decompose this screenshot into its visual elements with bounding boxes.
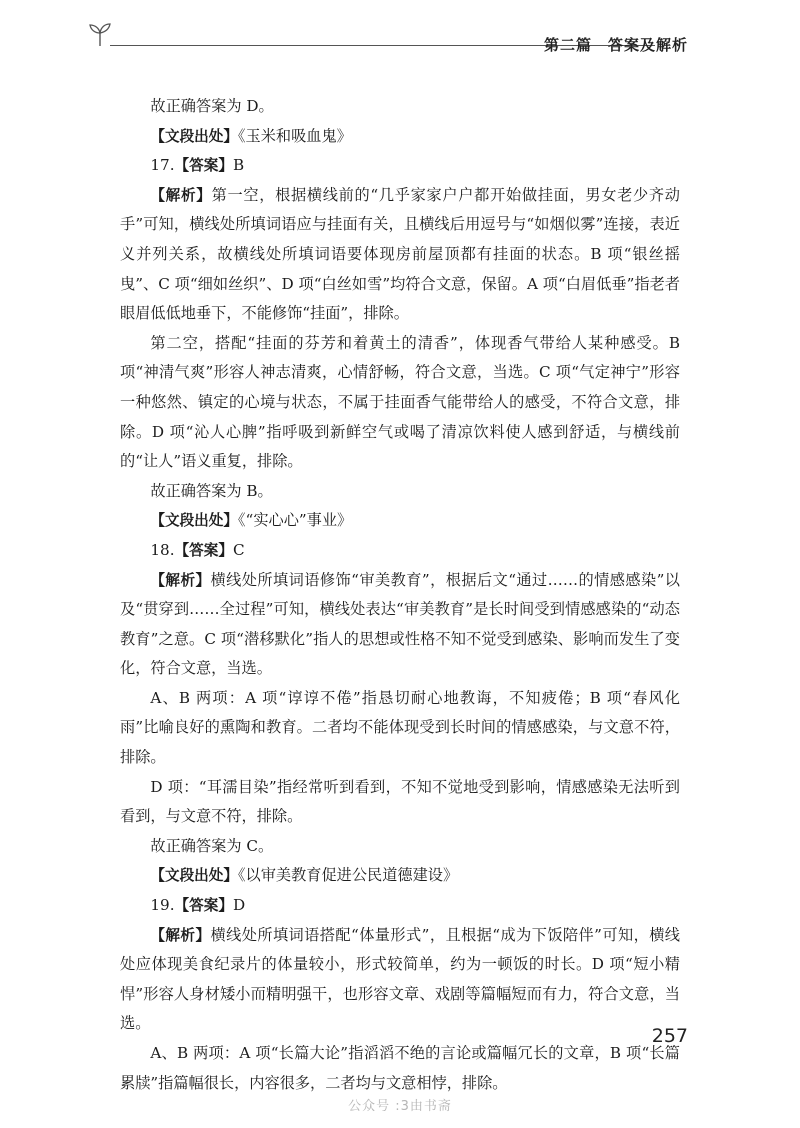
paragraph [120, 506, 680, 536]
paragraph [120, 477, 680, 507]
paragraph [120, 773, 680, 832]
page-header [0, 0, 800, 70]
answer-content [120, 92, 680, 1098]
section-tag: 【答案】 [174, 541, 233, 559]
paragraph [120, 92, 680, 122]
sprout-icon [86, 20, 114, 48]
paragraph [120, 1039, 680, 1098]
paragraph [120, 536, 680, 566]
paragraph-text: 横线处所填词语修饰“审美教育”，根据后文“通过……的情感感染”以及“贯穿到……全过程”可知，横线处表达“审美教育”是长时间受到情感感染的“动态教育”之意。C 项“潜移默化”指人的思想或性格不知不觉受到感染、影响而发生了变化，符合文意，当选。 [120, 570, 680, 678]
paragraph-text: 第二空，搭配“挂面的芬芳和着黄土的清香”，体现香气带给人某种感受。B 项“神清气爽”形容人神志清爽，心情舒畅，符合文意，当选。C 项“气定神宁”形容一种悠然、镇定的心境与状态，不属于挂面香气能带给人的感受，不符合文意，排除。D 项“沁人心脾”指呼吸到新鲜空气或喝了清凉饮料使人感到舒适，与横线前的“让人”语义重复，排除。 [120, 333, 680, 471]
paragraph-text: D 项：“耳濡目染”指经常听到看到，不知不觉地受到影响，情感感染无法听到看到，与文意不符，排除。 [120, 777, 680, 826]
paragraph-text: B [232, 156, 245, 175]
paragraph-text: 横线处所填词语搭配“体量形式”，且根据“成为下饭陪伴”可知，横线处应体现美食纪录片的体量较小，形式较简单，约为一顿饭的时长。D 项“短小精悍”形容人身材矮小而精明强干，也形容文章、戏剧等篇幅短而有力，符合文意，当选。 [120, 925, 680, 1033]
paragraph-text: 故正确答案为 D。 [150, 97, 274, 115]
paragraph-text: 故正确答案为 B。 [150, 481, 273, 500]
paragraph [120, 122, 680, 152]
paragraph-text: 第一空，根据横线前的“几乎家家户户都开始做挂面，男女老少齐动手”可知，横线处所填词语应与挂面有关，且横线后用逗号与“如烟似雾”连接，表近义并列关系，故横线处所填词语要体现房前屋顶都有挂面的状态。B 项“银丝摇曳”、C 项“细如丝织”、D 项“白丝如雪”均符合文意，保留。A 项“白眉低垂”指老者眼眉低低地垂下，不能修饰“挂面”，排除。 [120, 185, 680, 323]
question-number: 19. [150, 896, 175, 915]
section-tag: 【解析】 [150, 926, 211, 944]
paragraph-text: A、B 两项：A 项“谆谆不倦”指恳切耐心地教诲，不知疲倦；B 项“春风化雨”比喻良好的熏陶和教育。二者均不能体现受到长时间的情感感染，与文意不符，排除。 [120, 688, 680, 767]
section-title: 第二篇 答案及解析 [543, 36, 688, 54]
paragraph-text: 《玉米和吸血鬼》 [237, 126, 352, 145]
paragraph [120, 329, 680, 477]
paragraph-text: 《以审美教育促进公民道德建设》 [237, 866, 459, 885]
paragraph [120, 861, 680, 891]
paragraph-text: D [232, 896, 246, 915]
paragraph-text: A、B 两项：A 项“长篇大论”指滔滔不绝的言论或篇幅冗长的文章，B 项“长篇累牍”指篇幅很长，内容很多，二者均与文意相悖，排除。 [120, 1044, 680, 1092]
page-number: 257 [651, 1025, 688, 1047]
question-number: 18. [150, 540, 175, 559]
section-tag: 【答案】 [174, 897, 233, 915]
paragraph [120, 921, 680, 1039]
paragraph [120, 832, 680, 862]
section-tag: 【文段出处】 [150, 127, 238, 145]
paragraph-text: C [232, 540, 245, 559]
paragraph [120, 566, 680, 684]
question-number: 17. [150, 156, 175, 175]
section-tag: 【文段出处】 [150, 867, 238, 885]
section-tag: 【解析】 [150, 186, 212, 204]
section-tag: 【解析】 [150, 571, 211, 589]
paragraph [120, 684, 680, 773]
paragraph [120, 181, 680, 329]
section-tag: 【文段出处】 [150, 512, 238, 530]
watermark: 公众号 :3由书斋 [348, 1099, 452, 1114]
paragraph [120, 151, 680, 181]
paragraph-text: 《“实心心”事业》 [237, 511, 353, 530]
paragraph-text: 故正确答案为 C。 [150, 836, 274, 855]
paragraph [120, 891, 680, 921]
section-tag: 【答案】 [174, 157, 233, 175]
